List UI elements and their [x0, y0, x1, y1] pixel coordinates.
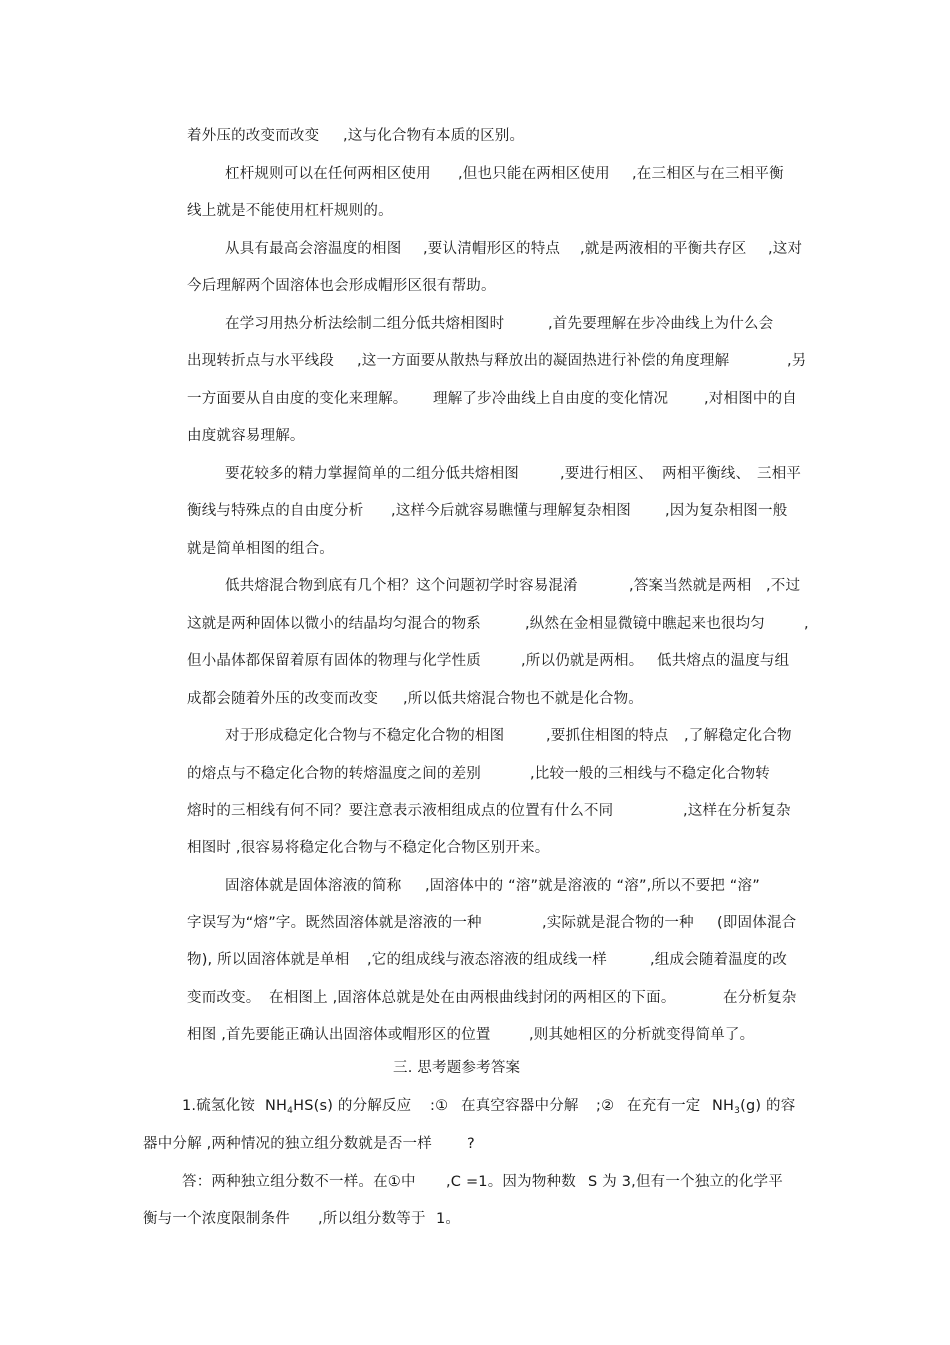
- text-run: 出现转折点与水平线段: [187, 353, 334, 369]
- section-title-line: [0, 1057, 521, 1079]
- paragraph-line: [0, 912, 797, 934]
- text-run: 三相平: [757, 466, 802, 482]
- text-run: 两相平衡线、: [662, 466, 751, 482]
- text-run: ,它的组成线与液态溶液的组成线一样: [367, 952, 608, 968]
- answer-line: [0, 1171, 783, 1193]
- text-run: ;②: [596, 1098, 615, 1114]
- paragraph-line: [0, 613, 809, 635]
- paragraph-line: [0, 425, 305, 447]
- text-run: 物), 所以固溶体就是单相: [187, 952, 350, 968]
- text-run: NH: [265, 1098, 288, 1114]
- text-run: ,但也只能在两相区使用: [458, 166, 610, 182]
- text-run: ,要抓住相图的特点: [546, 728, 669, 744]
- text-run: ,因为复杂相图一般: [665, 503, 788, 519]
- text-run: ,则其她相区的分析就变得简单了。: [529, 1027, 755, 1043]
- text-run: 杠杆规则可以在任何两相区使用: [225, 166, 431, 182]
- text-run: ,: [804, 616, 809, 632]
- text-run: 在学习用热分析法绘制二组分低共熔相图时: [225, 316, 505, 332]
- formula-nh4hs: [265, 1095, 411, 1122]
- question-line: [0, 1133, 475, 1155]
- text-run: ,比较一般的三相线与不稳定化合物转: [530, 766, 771, 782]
- text-run: ,要认清帽形区的特点: [423, 241, 561, 257]
- text-run: ,就是两液相的平衡共存区: [580, 241, 747, 257]
- formula-nh3: [712, 1095, 795, 1122]
- text-run: S 为 3,但有一个独立的化学平: [588, 1174, 783, 1190]
- text-run: ,组成会随着温度的改: [650, 952, 788, 968]
- section-title: 三. 思考题参考答案: [393, 1060, 521, 1076]
- text-run: 在分析复杂: [723, 990, 797, 1006]
- text-run: 变而改变。: [187, 990, 261, 1006]
- text-run: ,这样在分析复杂: [683, 803, 791, 819]
- paragraph-line: [0, 125, 525, 147]
- paragraph-line: [0, 538, 334, 560]
- text-run: ,实际就是混合物的一种: [542, 915, 694, 931]
- text-run: 衡线与特殊点的自由度分析: [187, 503, 364, 519]
- text-run: ,对相图中的自: [704, 391, 798, 407]
- paragraph-line: [0, 763, 771, 785]
- paragraph-line: [0, 200, 393, 222]
- text-run: ,这一方面要从散热与释放出的凝固热进行补偿的角度理解: [357, 353, 730, 369]
- text-run: 低共熔混合物到底有几个相？这个问题初学时容易混淆: [225, 578, 578, 594]
- text-run: ,了解稳定化合物: [684, 728, 792, 744]
- subscript: 3: [734, 1106, 741, 1116]
- text-run: 器中分解 ,两种情况的独立组分数就是否一样: [143, 1136, 432, 1152]
- text-run: 今后理解两个固溶体也会形成帽形区很有帮助。: [187, 278, 496, 294]
- text-run: 理解了步冷曲线上自由度的变化情况: [433, 391, 669, 407]
- answer-line: [0, 1208, 461, 1230]
- text-run: ,这与化合物有本质的区别。: [343, 128, 525, 144]
- paragraph-line: [0, 875, 760, 897]
- text-run: (即固体混合: [717, 915, 797, 931]
- paragraph-line: [0, 837, 550, 859]
- text-run: ,首先要理解在步冷曲线上为什么会: [548, 316, 774, 332]
- text-run: ,固溶体中的 “溶”就是溶液的 “溶”,所以不要把 “溶”: [425, 878, 760, 894]
- paragraph-line: [0, 650, 790, 672]
- text-run: ?: [467, 1136, 475, 1152]
- text-run: 相图时 ,很容易将稳定化合物与不稳定化合物区别开来。: [187, 840, 550, 856]
- text-run: HS(s) 的分解反应: [293, 1098, 412, 1114]
- question-line: [0, 1095, 796, 1117]
- text-run: 对于形成稳定化合物与不稳定化合物的相图: [225, 728, 505, 744]
- text-run: (g) 的容: [740, 1098, 796, 1114]
- paragraph-line: [0, 238, 803, 260]
- text-run: ,这对: [768, 241, 803, 257]
- text-run: 1.硫氢化铵: [182, 1098, 256, 1114]
- text-run: 在充有一定: [627, 1098, 701, 1114]
- text-run: ,答案当然就是两相: [629, 578, 752, 594]
- text-run: ,纵然在金相显微镜中瞧起来也很均匀: [525, 616, 766, 632]
- text-run: 在真空容器中分解: [461, 1098, 579, 1114]
- paragraph-line: [0, 987, 797, 1009]
- paragraph-line: [0, 163, 784, 185]
- text-run: 成都会随着外压的改变而改变: [187, 691, 379, 707]
- text-run: 固溶体就是固体溶液的简称: [225, 878, 402, 894]
- paragraph-line: [0, 800, 791, 822]
- text-run: 线上就是不能使用杠杆规则的。: [187, 203, 393, 219]
- text-run: 答：两种独立组分数不一样。在①中: [182, 1174, 416, 1190]
- text-run: ,所以组分数等于: [318, 1211, 426, 1227]
- text-run: 要花较多的精力掌握简单的二组分低共熔相图: [225, 466, 519, 482]
- paragraph-line: [0, 949, 788, 971]
- paragraph-line: [0, 350, 807, 372]
- text-run: 衡与一个浓度限制条件: [143, 1211, 290, 1227]
- text-run: ,不过: [766, 578, 801, 594]
- subscript: 4: [287, 1106, 294, 1116]
- paragraph-line: [0, 275, 496, 297]
- paragraph-line: [0, 688, 644, 710]
- text-run: 1。: [436, 1211, 461, 1227]
- text-run: 在相图上 ,固溶体总就是处在由两根曲线封闭的两相区的下面。: [269, 990, 676, 1006]
- text-run: ,所以低共熔混合物也不就是化合物。: [403, 691, 644, 707]
- paragraph-line: [0, 463, 802, 485]
- text-run: ,所以仍就是两相。: [521, 653, 644, 669]
- text-run: 低共熔点的温度与组: [657, 653, 790, 669]
- paragraph-line: [0, 313, 774, 335]
- paragraph-line: [0, 500, 788, 522]
- text-run: ,C =1。因为物种数: [446, 1174, 576, 1190]
- text-run: ,这样今后就容易瞧懂与理解复杂相图: [391, 503, 632, 519]
- text-run: 由度就容易理解。: [187, 428, 305, 444]
- text-run: 但小晶体都保留着原有固体的物理与化学性质: [187, 653, 481, 669]
- text-run: 相图 ,首先要能正确认出固溶体或帽形区的位置: [187, 1027, 491, 1043]
- text-run: NH: [712, 1098, 735, 1114]
- text-run: 从具有最高会溶温度的相图: [225, 241, 402, 257]
- text-run: ,另: [787, 353, 807, 369]
- text-run: :①: [430, 1098, 449, 1114]
- text-run: 熔时的三相线有何不同？要注意表示液相组成点的位置有什么不同: [187, 803, 614, 819]
- text-run: 就是简单相图的组合。: [187, 541, 334, 557]
- text-run: 的熔点与不稳定化合物的转熔温度之间的差别: [187, 766, 481, 782]
- paragraph-line: [0, 575, 801, 597]
- paragraph-line: [0, 388, 798, 410]
- text-run: 着外压的改变而改变: [187, 128, 320, 144]
- text-run: ,要进行相区、: [560, 466, 654, 482]
- text-run: 字误写为“熔”字。既然固溶体就是溶液的一种: [187, 915, 482, 931]
- paragraph-line: [0, 725, 792, 747]
- paragraph-line: [0, 1024, 755, 1046]
- text-run: ,在三相区与在三相平衡: [632, 166, 784, 182]
- text-run: 一方面要从自由度的变化来理解。: [187, 391, 408, 407]
- text-run: 这就是两种固体以微小的结晶均匀混合的物系: [187, 616, 481, 632]
